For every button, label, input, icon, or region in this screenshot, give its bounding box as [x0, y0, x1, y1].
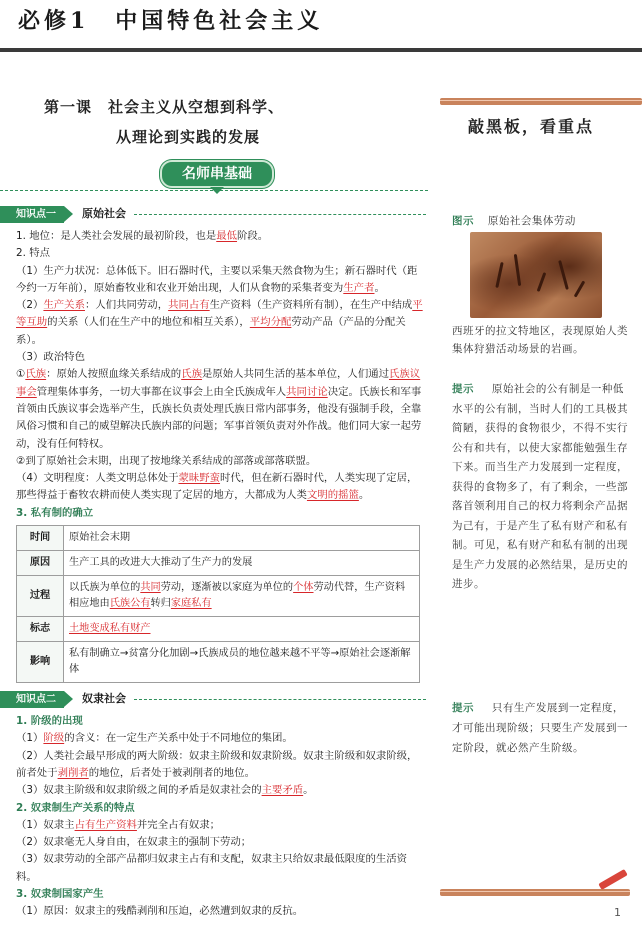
table-header-cell: 时间 — [17, 526, 64, 551]
kp2-relation-3: （3）奴隶劳动的全部产品都归奴隶主占有和支配，奴隶主只给奴隶最低限度的生活资料。 — [16, 853, 408, 883]
table-header-cell: 原因 — [17, 551, 64, 576]
kp1-features-heading: 2. 特点 — [16, 247, 50, 260]
kp2-rule — [134, 699, 426, 700]
lesson-title-line1: 第一课 社会主义从空想到科学、 — [44, 98, 285, 116]
kp2-relation-1: （1）奴隶主占有生产资料并完全占有奴隶； — [16, 818, 221, 831]
table-header-cell: 影响 — [17, 642, 64, 683]
table-header-cell: 标志 — [17, 617, 64, 642]
kp1-civilization: （4）文明程度：人类文明总体处于蒙昧野蛮时代，但在新石器时代，人类实现了定居，那些得益于畜牧农耕而使人类实现了定居的地方，大都成为人类文明的摇篮。 — [16, 472, 418, 502]
kp1-name: 原始社会 — [82, 207, 126, 221]
table-cell: 私有制确立→贫富分化加剧→氏族成员的地位越来越不平等→原始社会逐渐解体 — [64, 642, 420, 683]
knowledge-point-1-header — [0, 204, 426, 224]
figure-title: 原始社会集体劳动 — [487, 215, 576, 227]
table-cell: 以氏族为单位的共同劳动，逐渐被以家庭为单位的个体劳动代替，生产资料相应地由氏族公有转归家庭私有 — [64, 576, 420, 617]
lesson-title-line2: 从理论到实践的发展 — [116, 128, 261, 146]
table-cell: 土地变成私有财产 — [64, 617, 420, 642]
figure-caption: 西班牙的拉文特地区，表现原始人类集体狩猎活动场景的岩画。 — [452, 325, 628, 355]
kp2-relations-heading: 2. 奴隶制生产关系的特点 — [16, 801, 135, 814]
chalk-shelf-top — [440, 98, 642, 105]
kp2-state-heading: 3. 奴隶制国家产生 — [16, 888, 104, 901]
kp1-politics-heading: （3）政治特色 — [16, 351, 85, 364]
main-content — [16, 198, 426, 921]
kp2-relation-2: （2）奴隶毫无人身自由，在奴隶主的强制下劳动； — [16, 836, 252, 849]
kp2-class-heading: 1. 阶级的出现 — [16, 715, 83, 728]
table-row — [17, 576, 420, 617]
kp2-two-classes: （2）人类社会最早形成的两大阶级：奴隶主阶级和奴隶阶级。奴隶主阶级和奴隶阶级，前者处于剥削者的地位，后者处于被剥削者的地位。 — [16, 749, 418, 779]
tip-1-text: 原始社会的公有制是一种低水平的公有制，当时人们的工具极其简陋，获得的食物很少，不得不实行公有和共有，以使大家都能勉强生存下来。而当生产力发展到一定程度，获得的食物多了，有了剩余，一些部落首领利用自己的权力将剩余产品据为己有，于是产生了私有财产和私有制。可见，私有财产和私有制的出现是生产力发展的必然结果，是历史的进步。 — [452, 383, 628, 590]
table-row — [17, 642, 420, 683]
chalk-shelf-bottom — [440, 889, 630, 896]
table-row — [17, 526, 420, 551]
chalk-icon — [598, 869, 627, 890]
table-row — [17, 551, 420, 576]
figure-heading — [452, 212, 622, 230]
kp2-class-meaning: （1）阶级的含义：在一定生产关系中处于不同地位的集团。 — [16, 732, 293, 745]
kp1-private-heading: 3. 私有制的确立 — [16, 506, 94, 519]
kp1-tribe: ②到了原始社会末期，出现了按地缘关系结成的部落或部落联盟。 — [16, 454, 317, 467]
book-title: 必修1 中国特色社会主义 — [18, 8, 324, 34]
tip-2 — [452, 698, 630, 758]
table-row — [17, 617, 420, 642]
kp2-name: 奴隶社会 — [82, 692, 126, 706]
table-header-cell: 过程 — [17, 576, 64, 617]
kp1-productivity: （1）生产力状况：总体低下。旧石器时代，主要以采集天然食物为生；新石器时代（距今约一万年前），原始畜牧业和农业开始出现，人们从食物的采集者变为生产者。 — [16, 264, 418, 294]
kp1-rule — [134, 214, 426, 215]
table-cell: 生产工具的改进大大推动了生产力的发展 — [64, 551, 420, 576]
title-rule — [0, 48, 642, 52]
private-ownership-table — [16, 525, 420, 683]
kp1-relations: （2）生产关系：人们共同劳动，共同占有生产资料（生产资料所有制），在生产中结成平等互助的关系（人们在生产中的地位和相互关系），平均分配劳动产品（产品的分配关系）。 — [16, 299, 423, 346]
kp2-contradiction: （3）奴隶主阶级和奴隶阶级之间的矛盾是奴隶社会的主要矛盾。 — [16, 784, 314, 797]
lesson-title — [44, 92, 414, 152]
kp1-clan: ①氏族：原始人按照血缘关系结成的氏族是原始人共同生活的基本单位，人们通过氏族议事会管理集体事务，一切大事都在议事会上由全氏族成年人共同讨论决定。氏族长和军事首领由氏族议事会选举产生，氏族长负责处理氏族日常内部事务，他没有强制手段，全靠风俗习惯和自己的威望解决氏族内部的问题；军事首领负责对外作战。他们同大家一起劳动，没有任何特权。 — [16, 368, 422, 450]
banner-divider — [0, 190, 428, 191]
kp1-tag: 知识点一 — [0, 206, 64, 223]
tip-1 — [452, 380, 630, 595]
kp2-tag: 知识点二 — [0, 691, 64, 708]
tip-2-text: 只有生产发展到一定程度，才可能出现阶级；只要生产发展到一定阶段，就必然产生阶级。 — [452, 702, 628, 754]
kp2-state-cause: （1）原因：奴隶主的残酷剥削和压迫，必然遭到奴隶的反抗。 — [16, 905, 304, 918]
tip-1-label: 提示 — [452, 383, 474, 395]
knowledge-point-2-header — [0, 689, 426, 709]
table-cell: 原始社会末期 — [64, 526, 420, 551]
board-title: 敲黑板，看重点 — [468, 117, 595, 136]
rock-painting-image — [470, 232, 602, 318]
section-banner: 名师串基础 — [160, 160, 274, 188]
figure-label: 图示 — [452, 215, 474, 227]
page-number: 1 — [614, 906, 621, 919]
kp1-status: 1. 地位：是人类社会发展的最初阶段，也是最低阶段。 — [16, 230, 269, 242]
tip-2-label: 提示 — [452, 702, 474, 714]
